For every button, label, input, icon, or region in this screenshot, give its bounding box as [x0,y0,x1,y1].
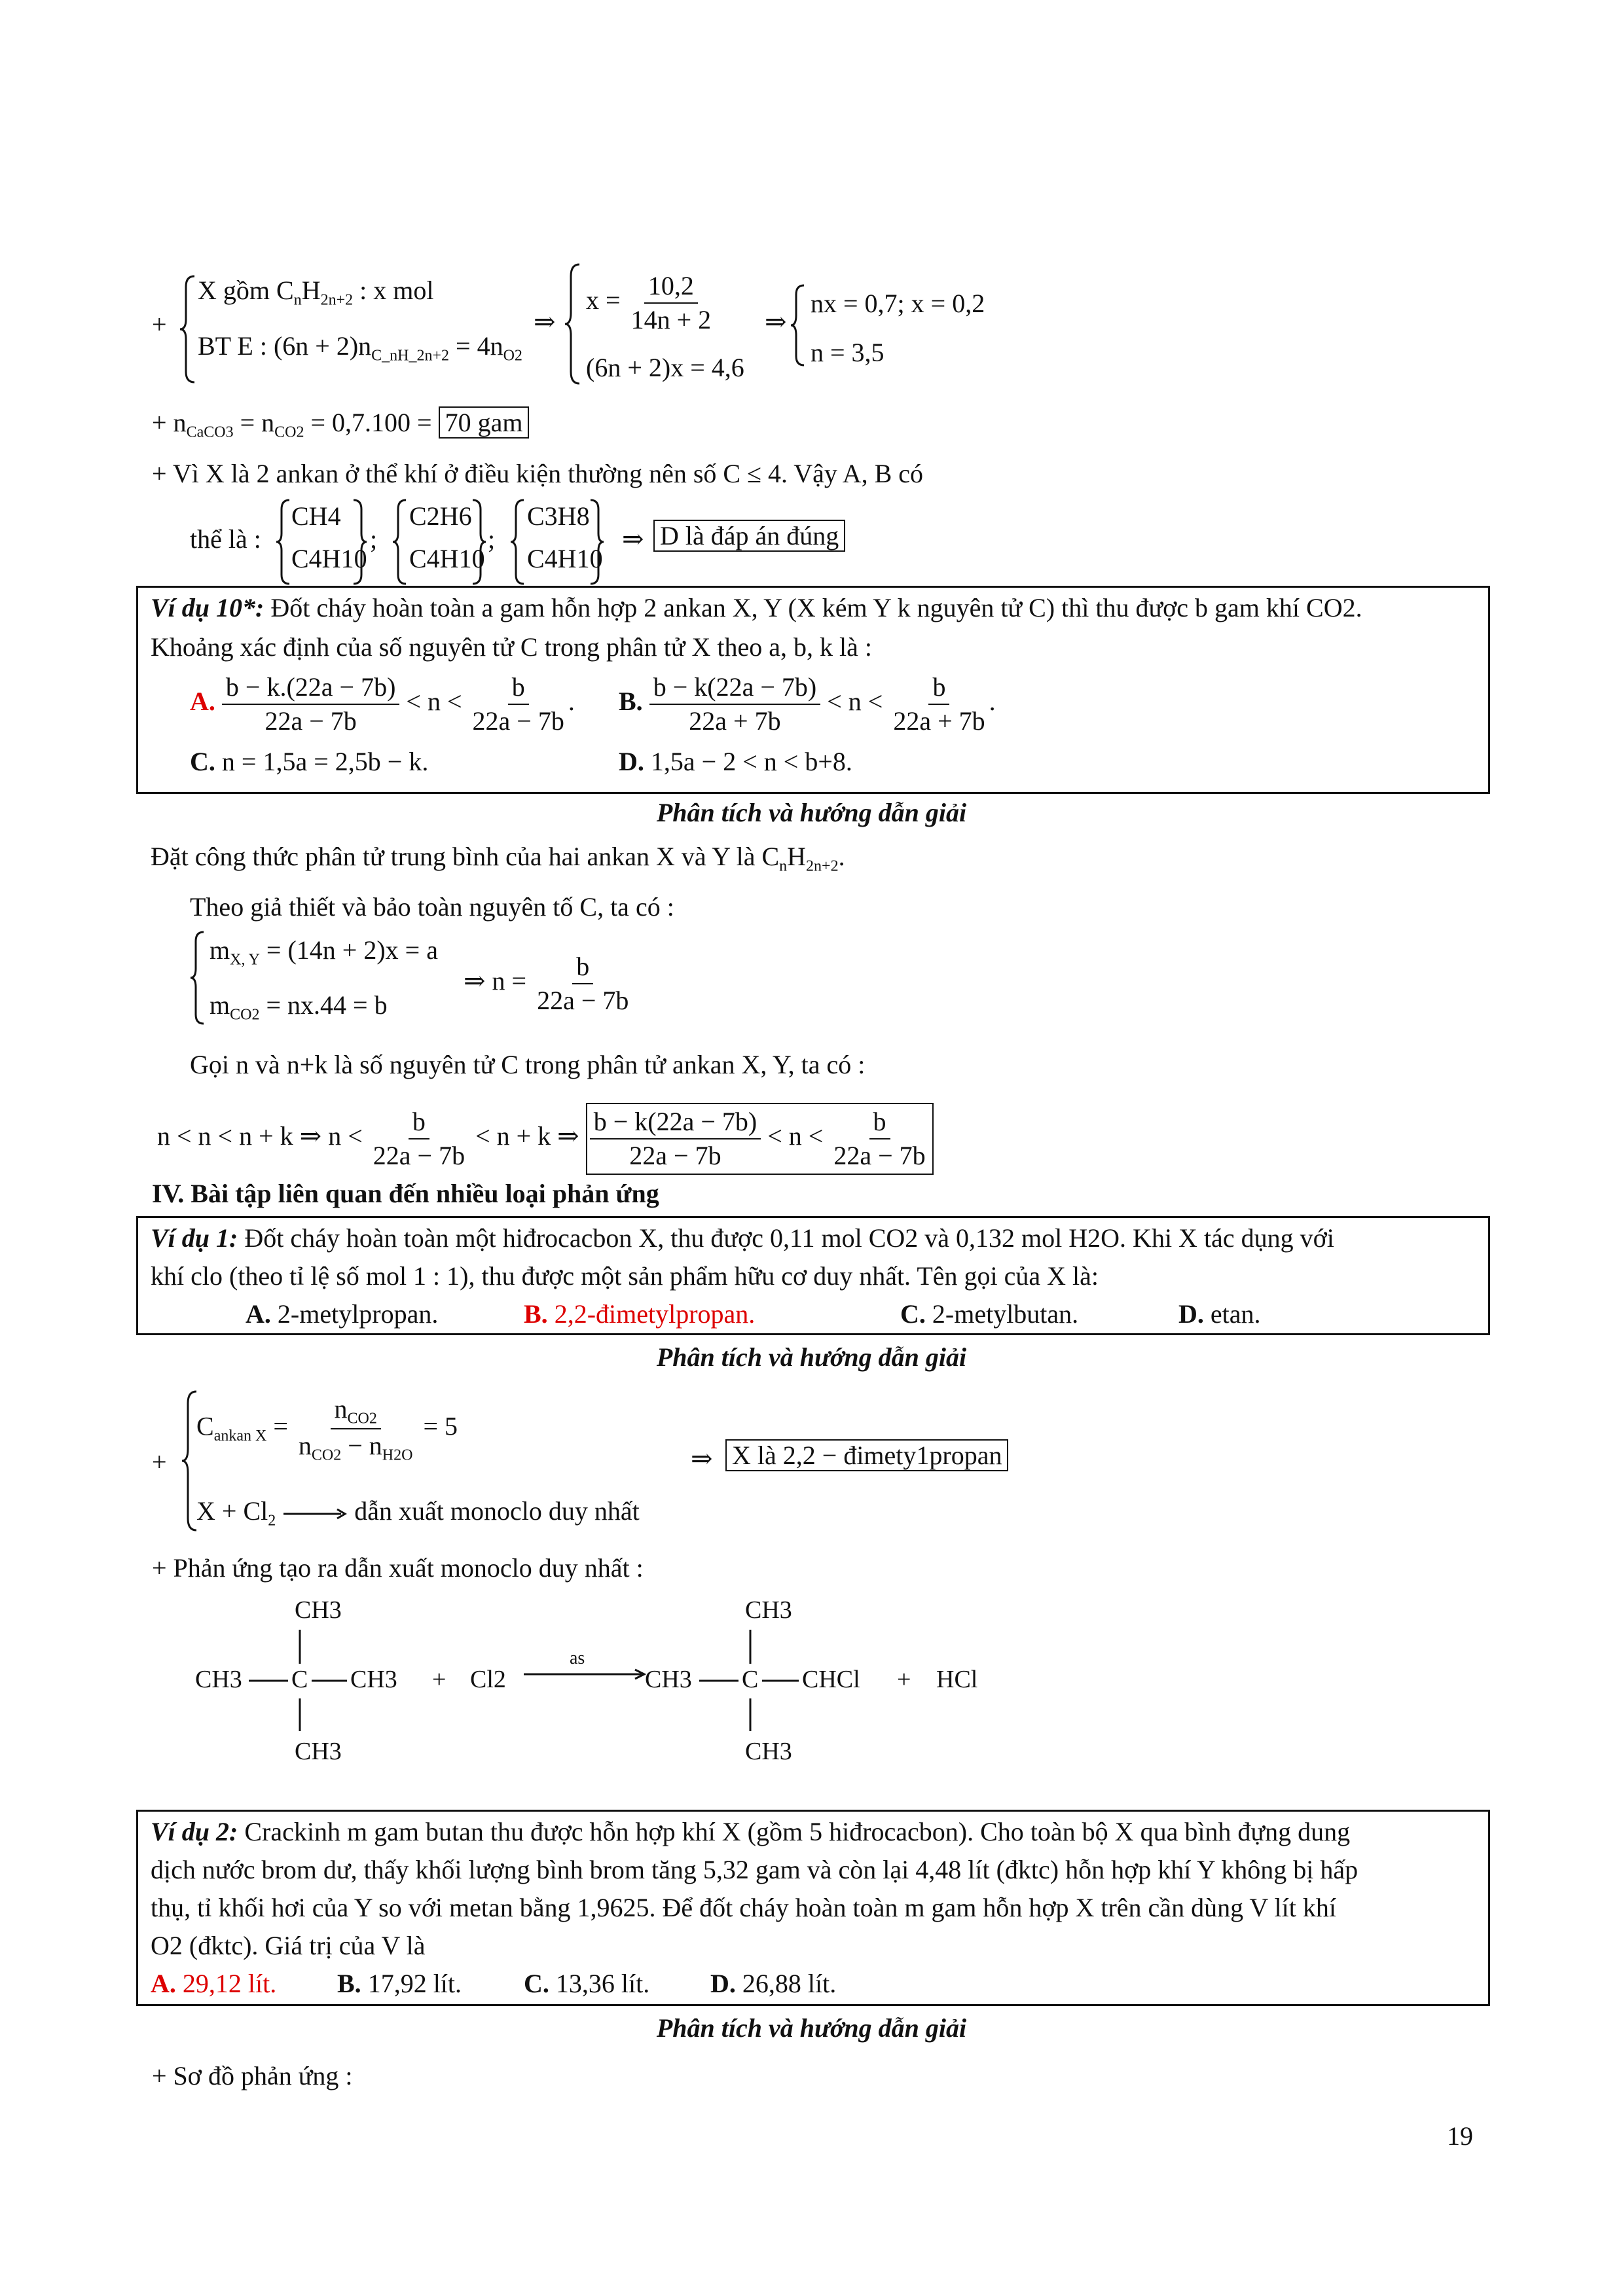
system-equation: (6n + 2)x = 4,6 [586,353,744,382]
plus-sign: + [152,1447,167,1477]
implies-arrow: ⇒ [622,524,644,554]
c-atom-right: C [742,1666,759,1693]
ch3-bottom-left: CH3 [295,1738,342,1765]
system-line-1: $m_{X, Y} = (14n + 2)x = a$ [210,935,438,969]
option-a[interactable]: A. 2-metylpropan. [246,1299,439,1329]
system-line-2: $m_{CO2} = nx.44 = b$ [210,990,388,1024]
example-2-line-1: Ví dụ 2: Crackinh m gam butan thu được hỗn hợp khí X (gồm 5 hiđrocacbon). Cho toàn bộ X qua bình đựng dung [151,1817,1351,1846]
implies-arrow: ⇒ [765,307,787,336]
answer-box: D là đáp án đúng [653,520,845,551]
separator: ; [370,524,378,554]
plus-sign: + [897,1666,911,1693]
analysis-heading: Phân tích và hướng dẫn giải [656,798,967,827]
pair-2-bottom: C4H10 [409,544,485,573]
option-a[interactable]: A. 29,12 lít. [151,1969,277,1998]
pair-1-top: CH4 [291,501,341,531]
ch3-top-left: CH3 [295,1596,342,1624]
options-prefix: thể là : [190,524,261,554]
ankan-line: + Vì X là 2 ankan ở thể khí ở điều kiện thường nên số C ≤ 4. Vậy A, B có [152,459,924,488]
option-b[interactable]: B. 17,92 lít. [337,1969,462,1998]
example-2-line-3: thụ, tỉ khối hơi của Y so với metan bằng 1,9625. Để đốt cháy hoàn toàn m gam hỗn hợp X trên cần dùng V lít khí [151,1893,1336,1922]
example-1-line-1: Ví dụ 1: Đốt cháy hoàn toàn một hiđrocacbon X, thu được 0,11 mol CO2 và 0,132 mol H2O. Khi X tác dụng với [151,1223,1334,1253]
chcl-group: CHCl [802,1666,860,1693]
ch3-bottom-right: CH3 [745,1738,792,1765]
x-fraction: x = $\frac{10,2}{14n + 2}$ [586,271,712,334]
reaction-diagram [183,1590,1048,1780]
implies-arrow: ⇒ [691,1444,713,1473]
separator: ; [488,524,496,554]
solution-10-line-1: Đặt công thức phân tử trung bình của hai ankan X và Y là $C_nH_{2n+2}$. [151,842,845,875]
example-2-line-2: dịch nước brom dư, thấy khối lượng bình brom tăng 5,32 gam và còn lại 4,48 lít (đktc) hỗn hợp khí Y không bị hấp [151,1855,1359,1884]
pair-3-top: C3H8 [527,501,590,531]
left-brace-icon [189,929,207,1028]
result-line-1: nx = 0,7; x = 0,2 [811,289,985,318]
option-b[interactable]: B. $\frac{b - k(22a - 7b)}{22a + 7b}$ < n < $\frac{b}{22a + 7b}$ . [619,672,996,736]
example-2-line-4: O2 (đktc). Giá trị của V là [151,1931,426,1960]
pair-3-bottom: C4H10 [527,544,603,573]
caco3-line: + $n_{CaCO3} = n_{CO2} = 0,7.100 = 70$ gam [152,407,529,441]
result-line-2: n = 3,5 [811,338,884,367]
reaction-title: + Phản ứng tạo ra dẫn xuất monoclo duy nhất : [152,1553,644,1583]
ch3-left-product: CH3 [645,1666,692,1693]
chlorination-line: $X + Cl_2$ dẫn xuất monoclo duy nhất [196,1496,640,1530]
implies-arrow: ⇒ [534,307,556,336]
option-c[interactable]: C. n = 1,5a = 2,5b − k. [190,747,429,776]
option-d[interactable]: D. 26,88 lít. [710,1969,837,1998]
system-line-1: X gồm $C_nH_{2n+2}$ : x mol [198,276,434,309]
option-b[interactable]: B. 2,2-đimetylpropan. [524,1299,756,1329]
answer-box: $\frac{b - k(22a - 7b)}{22a - 7b}$ < n < $\frac{b}{22a - 7b}$ [586,1103,934,1175]
hcl-product: HCl [936,1666,978,1693]
option-d[interactable]: D. etan. [1178,1299,1261,1329]
solution-10-line-3: Gọi n và n+k là số nguyên tử C trong phân tử ankan X, Y, ta có : [190,1050,866,1079]
plus-sign: + [152,310,167,339]
answer-box: 70 gam [439,406,530,439]
ch3-left: CH3 [195,1666,242,1693]
c-atom-left: C [291,1666,308,1693]
n-average-result: ⇒ n = $\frac{b}{22a - 7b}$ [464,952,629,1015]
inequality-line: n < n < n + k ⇒ n < $\frac{b}{22a - 7b}$ < n + k ⇒ $\frac{b - k(22a - 7b)}{22a - 7b}$ < n < $\frac{b}{22a - 7b}$ [157,1103,934,1175]
left-brace-icon [789,283,807,368]
plus-sign: + [432,1666,447,1693]
system-line-2: BT E : $(6n + 2)n_{C\_nH\_2n+2} = 4n_{O2}$ [198,331,522,365]
answer-box: X là 2,2 − đimety1propan [725,1440,1008,1471]
example-1-line-2: khí clo (theo tỉ lệ số mol 1 : 1), thu được một sản phẩm hữu cơ duy nhất. Tên gọi của X là: [151,1261,1099,1291]
option-c[interactable]: C. 2-metylbutan. [900,1299,1079,1329]
left-brace-icon [178,274,198,385]
solution-10-line-2: Theo giả thiết và bảo toàn nguyên tố C, ta có : [190,892,674,922]
reaction-condition: as [570,1648,585,1668]
ch3-top-right: CH3 [745,1596,792,1624]
solution-2-line-1: + Sơ đồ phản ứng : [152,2061,353,2090]
option-c[interactable]: C. 13,36 lít. [524,1969,650,1998]
example-10-line-2: Khoảng xác định của số nguyên tử C trong phân tử X theo a, b, k là : [151,632,873,662]
carbon-count: $C_{ankan X}$ = $\frac{n_{CO2}}{n_{CO2} - n_{H2O}}$ = 5 [196,1394,458,1464]
option-a[interactable]: A. $\frac{b - k.(22a - 7b)}{22a - 7b}$ < n < $\frac{b}{22a - 7b}$ . [190,672,575,736]
pair-2-top: C2H6 [409,501,472,531]
cl2-reagent: Cl2 [470,1666,506,1693]
analysis-heading: Phân tích và hướng dẫn giải [656,1342,967,1372]
analysis-heading: Phân tích và hướng dẫn giải [656,2013,967,2043]
page-number: 19 [1447,2121,1473,2151]
left-brace-icon [563,262,583,386]
arrow-icon [282,1507,348,1521]
pair-1-bottom: C4H10 [291,544,367,573]
section-heading: IV. Bài tập liên quan đến nhiều loại phản ứng [152,1179,659,1208]
option-d[interactable]: D. 1,5a − 2 < n < b+8. [619,747,852,776]
ch3-right: CH3 [350,1666,397,1693]
example-10-line-1: Ví dụ 10*: Đốt cháy hoàn toàn a gam hỗn hợp 2 ankan X, Y (X kém Y k nguyên tử C) thì thu được b gam khí CO2. [151,593,1362,622]
